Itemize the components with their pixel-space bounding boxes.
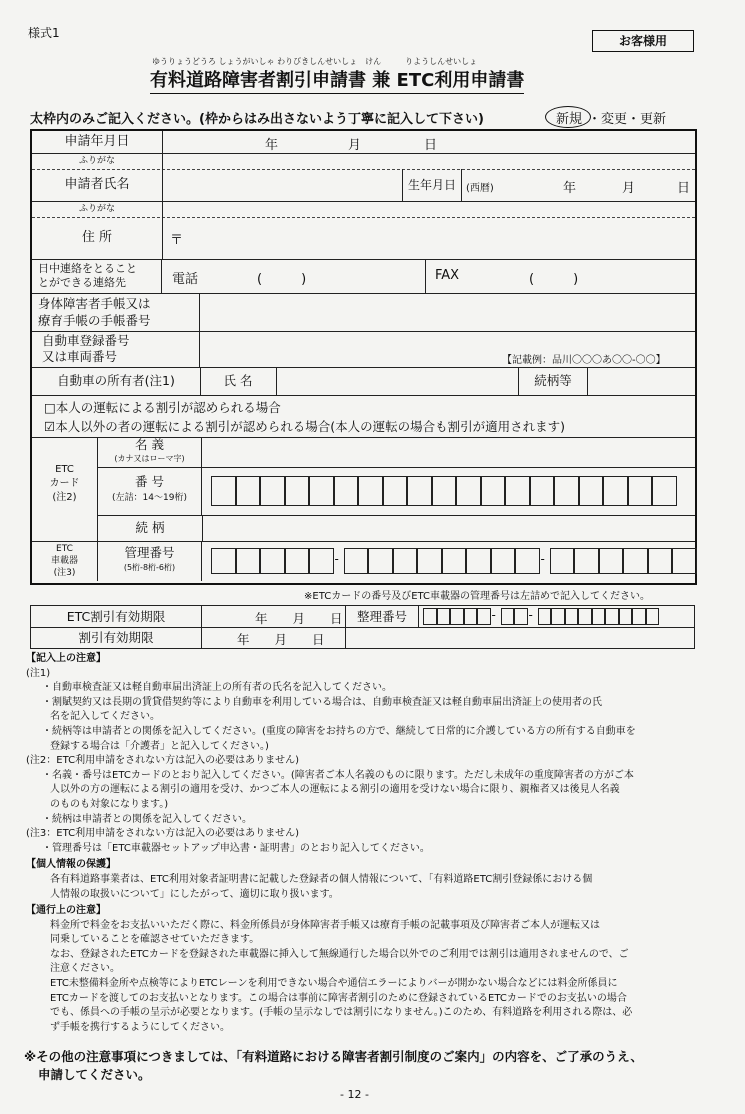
note1-a: ・自動車検査証又は軽自動車届出済証上の所有者の氏名を記入してください。 (42, 682, 392, 694)
digit-box[interactable] (358, 476, 383, 506)
option-other-driver[interactable]: ☑本人以外の者の運転による割引が認められる場合(本人の運転の場合も割引が適用されます) (44, 419, 565, 434)
digit-box[interactable] (334, 476, 359, 506)
digit-box[interactable] (211, 548, 236, 574)
notes-heading: 【記入上の注意】 (26, 653, 106, 664)
digit-box[interactable] (565, 608, 579, 625)
digit-box[interactable] (619, 608, 633, 625)
dash-separator: - (528, 607, 533, 622)
year-label: 年 (265, 138, 279, 153)
page-title: 有料道路障害者割引申請書 兼 ETC利用申請書 (150, 66, 524, 94)
card-number-sub: (左詰：14～19桁) (112, 493, 187, 503)
application-form (30, 129, 697, 585)
digit-box[interactable] (652, 476, 677, 506)
digit-box[interactable] (592, 608, 606, 625)
fax-paren: ( ) (529, 272, 579, 287)
vehicle-label-line2: 又は車両番号 (42, 349, 118, 364)
owner-name-label: 氏 名 (200, 367, 277, 395)
etc-validity-date: 年 月 日 (255, 611, 343, 626)
digit-box[interactable] (514, 608, 528, 625)
digit-box[interactable] (211, 476, 236, 506)
card-name-label (98, 437, 202, 467)
digit-box[interactable] (423, 608, 437, 625)
privacy-heading: 【個人情報の保護】 (26, 859, 116, 871)
traffic-text-2b: 注意ください。 (50, 963, 120, 975)
digit-box[interactable] (515, 548, 540, 574)
birth-day: 日 (677, 181, 691, 196)
digit-box[interactable] (646, 608, 660, 625)
traffic-text-3: ETC未整備料金所や点検等によりETCレーンを利用できない場合や通信エラーによりバーが開かない場合などには料金所係員に (50, 978, 618, 990)
validity-divider (345, 627, 346, 648)
etc-card-label-2: カード (49, 478, 80, 489)
digit-box[interactable] (383, 476, 408, 506)
digit-box[interactable] (407, 476, 432, 506)
discount-validity-row (31, 627, 694, 648)
final-note (24, 1048, 724, 1084)
vehicle-row (32, 331, 695, 368)
day-label: 日 (424, 138, 438, 153)
card-relation-label: 続 柄 (98, 515, 203, 541)
card-name-text: 名 義 (135, 437, 164, 452)
digit-box[interactable] (432, 476, 457, 506)
left-align-note: ※ETCカードの番号及びETC車載器の管理番号は左詰めで記入してください。 (304, 591, 651, 602)
digit-box[interactable] (442, 548, 467, 574)
digit-box[interactable] (417, 548, 442, 574)
discount-options (32, 395, 695, 438)
handbook-label-line2: 療育手帳の手帳番号 (38, 313, 151, 328)
unit-label-2: 車載器 (50, 556, 78, 566)
note1-b2: 名を記入してください。 (50, 711, 160, 723)
digit-box[interactable] (466, 548, 491, 574)
card-name-sub: (カナ又はローマ字) (114, 454, 185, 463)
digit-box[interactable] (285, 548, 310, 574)
contact-label (32, 259, 162, 293)
customer-tag: お客様用 (592, 30, 694, 52)
digit-box[interactable] (551, 608, 565, 625)
digit-box[interactable] (437, 608, 451, 625)
note2-a2: 人以外の方の運転による割引の適用を受け、かつご本人の運転による割引の適用を受けない場合に限り、親権者又は後見人名義 (50, 784, 620, 796)
vehicle-label-line1: 自動車登録番号 (42, 333, 130, 348)
address-furigana-row (32, 201, 695, 218)
digit-box[interactable] (285, 476, 310, 506)
digit-box[interactable] (393, 548, 418, 574)
name-field[interactable] (162, 169, 402, 201)
note1-b: ・割賦契約又は長期の賃貸借契約等により自動車を利用している場合は、自動車検査証又は軽自動車届出済証上の使用者の氏 (42, 696, 602, 708)
digit-box[interactable] (464, 608, 478, 625)
digit-box[interactable] (368, 548, 393, 574)
phone-paren: ( ) (257, 272, 307, 287)
contact-label-line2: とができる連絡先 (38, 276, 126, 289)
vehicle-label (32, 331, 200, 367)
traffic-text-1b: 同乗していることを確認させていただきます。 (50, 934, 260, 946)
note2-b: ・続柄は申請者との関係を記入してください。 (42, 813, 252, 825)
note2-heading: (注2：ETC利用申請をされない方は記入の必要はありません) (26, 755, 299, 767)
note1-heading: (注1) (26, 667, 51, 679)
digit-box[interactable] (477, 608, 491, 625)
date-row (32, 131, 695, 154)
digit-box[interactable] (236, 476, 261, 506)
digit-box[interactable] (309, 476, 334, 506)
dash-separator: - (491, 607, 496, 622)
traffic-text-3c: でも、係員への手帳の呈示が必要となります。(手帳の呈示なしでは割引になりません。)このため、有料道路を利用される際は、必 (50, 1007, 633, 1019)
digit-box[interactable] (623, 548, 648, 574)
furigana-row (32, 153, 695, 170)
fax-label: FAX (435, 268, 460, 283)
dash-separator: - (334, 552, 339, 566)
digit-box[interactable] (530, 476, 555, 506)
digit-box[interactable] (456, 476, 481, 506)
digit-box[interactable] (344, 548, 369, 574)
birth-month: 月 (622, 181, 636, 196)
digit-box[interactable] (505, 476, 530, 506)
digit-box[interactable] (309, 548, 334, 574)
vehicle-example: 【記載例：品川〇〇〇あ〇〇-〇〇】 (502, 355, 666, 366)
note2-a: ・名義・番号はETCカードのとおり記入してください。(障害者ご本人名義のものに限ります。ただし未成年の重度障害者の方がご本 (42, 769, 634, 781)
etc-card-label-3: (注2) (52, 492, 77, 503)
digit-box[interactable] (450, 608, 464, 625)
digit-box[interactable] (236, 548, 261, 574)
furigana-label: ふりがな (32, 153, 163, 169)
discount-validity-label: 割引有効期限 (31, 627, 202, 648)
address-label: 住 所 (32, 217, 163, 259)
relation-label: 続柄等 (518, 367, 588, 395)
digit-box[interactable] (538, 608, 552, 625)
title-ruby: ゆうりょうどうろ しょうがいしゃ わりびきしんせいしょ けん りようしんせいしょ (152, 57, 478, 66)
era-label: (西暦) (466, 183, 494, 194)
birth-label: 生年月日 (402, 169, 462, 201)
etc-card-label (32, 437, 98, 541)
traffic-heading: 【通行上の注意】 (26, 905, 106, 917)
handbook-row (32, 293, 695, 332)
digit-box[interactable] (603, 476, 628, 506)
digit-box[interactable] (628, 476, 653, 506)
furigana-label-2: ふりがな (32, 201, 163, 217)
note3-a: ・管理番号は「ETC車載器セットアップ申込書・証明書」のとおり記入してください。 (42, 842, 430, 854)
digit-box[interactable] (632, 608, 646, 625)
page-number: - 12 - (340, 1088, 369, 1101)
status-new: 新規 (556, 112, 583, 127)
form-number: 様式1 (28, 26, 60, 40)
digit-box[interactable] (599, 548, 624, 574)
discount-validity-date: 年 月 日 (237, 632, 325, 647)
traffic-text-3b: ETCカードを渡してのお支払いとなります。この場合は事前に障害者割引のために登録されているETCカードでのお支払いの場合 (50, 992, 627, 1004)
etc-card-block (32, 437, 695, 542)
privacy-text-1: 各有料道路事業者は、ETC利用対象者証明書に記載した登録者の個人情報について、「有料道路ETC割引登録係における個 (50, 873, 593, 885)
contact-row (32, 259, 695, 294)
contact-divider (425, 259, 426, 293)
owner-row (32, 367, 695, 396)
ref-number-label: 整理番号 (345, 606, 419, 627)
unit-label-3: (注3) (53, 568, 76, 578)
digit-box[interactable] (605, 608, 619, 625)
digit-box[interactable] (574, 548, 599, 574)
owner-label: 自動車の所有者(注1) (32, 367, 201, 395)
name-row (32, 169, 695, 202)
etc-validity-row (31, 606, 694, 628)
handbook-label (32, 293, 200, 331)
unit-label-1: ETC (56, 544, 73, 554)
note2-a3: のものも対象になります。) (50, 798, 169, 810)
note1-c: ・続柄等は申請者との関係を記入してください。(重度の障害をお持ちの方で、継続して日常的に介護している方の所有する自動車を (42, 725, 636, 737)
card-number-label (98, 467, 202, 515)
month-label: 月 (348, 138, 362, 153)
etc-validity-label: ETC割引有効期限 (31, 606, 202, 627)
card-relation-row (98, 515, 695, 541)
onboard-unit-label (32, 541, 98, 581)
date-label: 申請年月日 (32, 131, 163, 153)
digit-box[interactable] (481, 476, 506, 506)
digit-box[interactable] (260, 548, 285, 574)
traffic-text-3d: ず手帳を携行するようにしてください。 (50, 1021, 230, 1033)
card-name-row (98, 437, 695, 468)
final-note-line1: ※その他の注意事項につきましては、「有料道路における障害者割引制度のご案内」の内容を、ご了承のうえ、 (24, 1049, 643, 1064)
note1-c2: 登録する場合は「介護者」と記入してください。) (50, 740, 269, 752)
digit-box[interactable] (648, 548, 673, 574)
digit-box[interactable] (260, 476, 285, 506)
digit-box[interactable] (550, 548, 575, 574)
digit-box[interactable] (579, 476, 604, 506)
privacy-text-2: 人情報の取扱いについて」にしたがって、適切に取り扱います。 (50, 888, 339, 900)
address-row (32, 217, 695, 260)
digit-box[interactable] (578, 608, 592, 625)
status-options: ・変更・更新 (588, 112, 667, 127)
handbook-label-line1: 身体障害者手帳又は (38, 296, 151, 311)
etc-card-label-1: ETC (55, 464, 74, 475)
validity-table (30, 605, 695, 649)
digit-box[interactable] (554, 476, 579, 506)
contact-label-line1: 日中連絡をとること (38, 262, 137, 275)
traffic-text-1: 料金所で料金をお支払いいただく際に、料金所係員が身体障害者手帳又は療育手帳の記載事項及び障害者ご本人が運転又は (50, 919, 600, 931)
postal-mark: 〒 (170, 233, 184, 248)
digit-box[interactable] (672, 548, 697, 574)
onboard-unit-row (32, 541, 695, 581)
phone-label: 電話 (172, 272, 199, 287)
mgmt-number-label (98, 541, 202, 581)
instruction-text: 太枠内のみご記入ください。(枠からはみ出さないよう丁寧に記入して下さい) (30, 112, 484, 127)
dash-separator: - (540, 552, 545, 566)
mgmt-number-text: 管理番号 (124, 545, 175, 560)
birth-year: 年 (563, 181, 577, 196)
option-self-driving[interactable]: □本人の運転による割引が認められる場合 (44, 400, 281, 415)
note3-heading: (注3：ETC利用申請をされない方は記入の必要はありません) (26, 828, 299, 840)
digit-box[interactable] (491, 548, 516, 574)
card-number-text: 番 号 (135, 474, 164, 489)
notes-section (26, 652, 726, 1035)
digit-box[interactable] (501, 608, 515, 625)
name-label: 申請者氏名 (32, 169, 163, 201)
final-note-line2: 申請してください。 (38, 1067, 151, 1082)
mgmt-number-sub: (5桁-8桁-6桁) (123, 563, 176, 572)
traffic-text-2: なお、登録されたETCカードを登録された車載器に挿入して無線通行した場合以外でのご利用では割引は適用されませんので、ご (50, 948, 629, 960)
card-number-row (98, 467, 695, 516)
